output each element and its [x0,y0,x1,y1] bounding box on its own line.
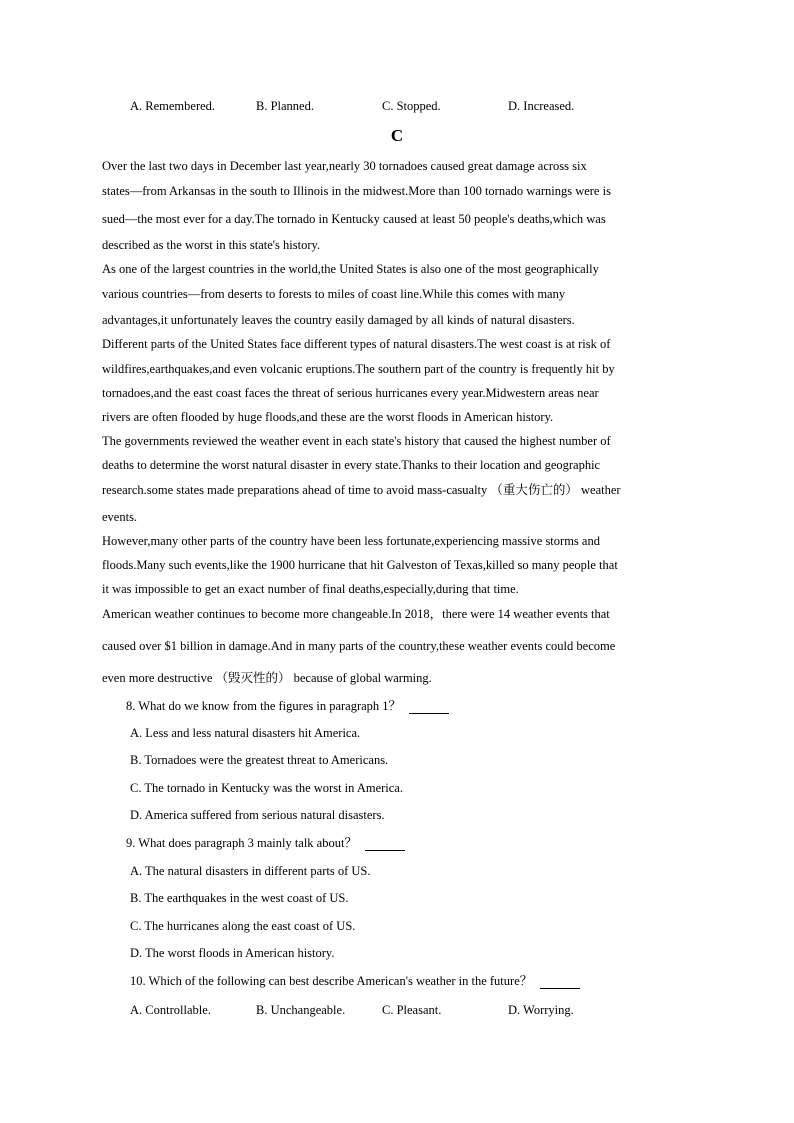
option-c: C. Pleasant. [382,1003,442,1017]
passage-line: As one of the largest countries in the world,the United States is also one of the most geographically [102,262,599,276]
passage-line: Different parts of the United States face different types of natural disasters.The west coast is at risk of [102,337,611,351]
passage-line: it was impossible to get an exact number of final deaths,especially,during that time. [102,582,519,596]
passage-line: states—from Arkansas in the south to Illinois in the midwest.More than 100 tornado warnings were is [102,184,611,198]
passage-line: caused over $1 billion in damage.And in many parts of the country,these weather events could become [102,639,616,653]
answer-blank[interactable] [365,838,405,851]
passage-line: events. [102,510,138,524]
passage-line: American weather continues to become more changeable.In 2018，there were 14 weather events that [102,607,610,621]
question-text: 8. What do we know from the figures in paragraph 1？ [126,699,402,713]
passage-line: sued—the most ever for a day.The tornado in Kentucky caused at least 50 people's deaths,which was [102,212,606,226]
passage-line: rivers are often flooded by huge floods,and these are the worst floods in American history. [102,410,554,424]
answer-blank[interactable] [540,976,580,989]
passage-line: research.some states made preparations ahead of time to avoid mass-casualty （重大伤亡的） weather [102,483,621,497]
option-d: D. Worrying. [508,1003,574,1017]
question-option: B. Tornadoes were the greatest threat to Americans. [130,753,389,767]
question-option: C. The hurricanes along the east coast of US. [130,919,356,933]
answer-blank[interactable] [409,701,449,714]
passage-line: even more destructive （毁灭性的） because of global warming. [102,671,432,685]
question-option: C. The tornado in Kentucky was the worst in America. [130,781,403,795]
question-option: D. The worst floods in American history. [130,946,335,960]
passage-line: deaths to determine the worst natural disaster in every state.Thanks to their location and geographic [102,458,601,472]
question-option: A. Less and less natural disasters hit America. [130,726,361,740]
option-b: B. Unchangeable. [256,1003,346,1017]
option-a: A. Remembered. [130,99,216,113]
option-b: B. Planned. [256,99,314,113]
question-stem [126,835,405,851]
question-stem [130,973,580,989]
question-option: B. The earthquakes in the west coast of US. [130,891,349,905]
option-d: D. Increased. [508,99,575,113]
passage-line: However,many other parts of the country have been less fortunate,experiencing massive storms and [102,534,600,548]
passage-line: wildfires,earthquakes,and even volcanic eruptions.The southern part of the country is frequently hit by [102,362,615,376]
passage-line: tornadoes,and the east coast faces the threat of serious hurricanes every year.Midwestern areas near [102,386,599,400]
passage-line: Over the last two days in December last year,nearly 30 tornadoes caused great damage across six [102,159,587,173]
passage-line: advantages,it unfortunately leaves the country easily damaged by all kinds of natural disasters. [102,313,575,327]
section-title: C [390,126,404,145]
passage-line: described as the worst in this state's history. [102,238,321,252]
passage-line: various countries—from deserts to forests to miles of coast line.While this comes with many [102,287,566,301]
question-stem [126,698,449,714]
question-text: 9. What does paragraph 3 mainly talk about？ [126,836,357,850]
question-text: 10. Which of the following can best describe American's weather in the future？ [130,974,533,988]
option-a: A. Controllable. [130,1003,211,1017]
passage-line: floods.Many such events,like the 1900 hurricane that hit Galveston of Texas,killed so many people that [102,558,618,572]
option-c: C. Stopped. [382,99,441,113]
question-option: A. The natural disasters in different parts of US. [130,864,371,878]
question-option: D. America suffered from serious natural disasters. [130,808,385,822]
passage-line: The governments reviewed the weather event in each state's history that caused the highest number of [102,434,611,448]
